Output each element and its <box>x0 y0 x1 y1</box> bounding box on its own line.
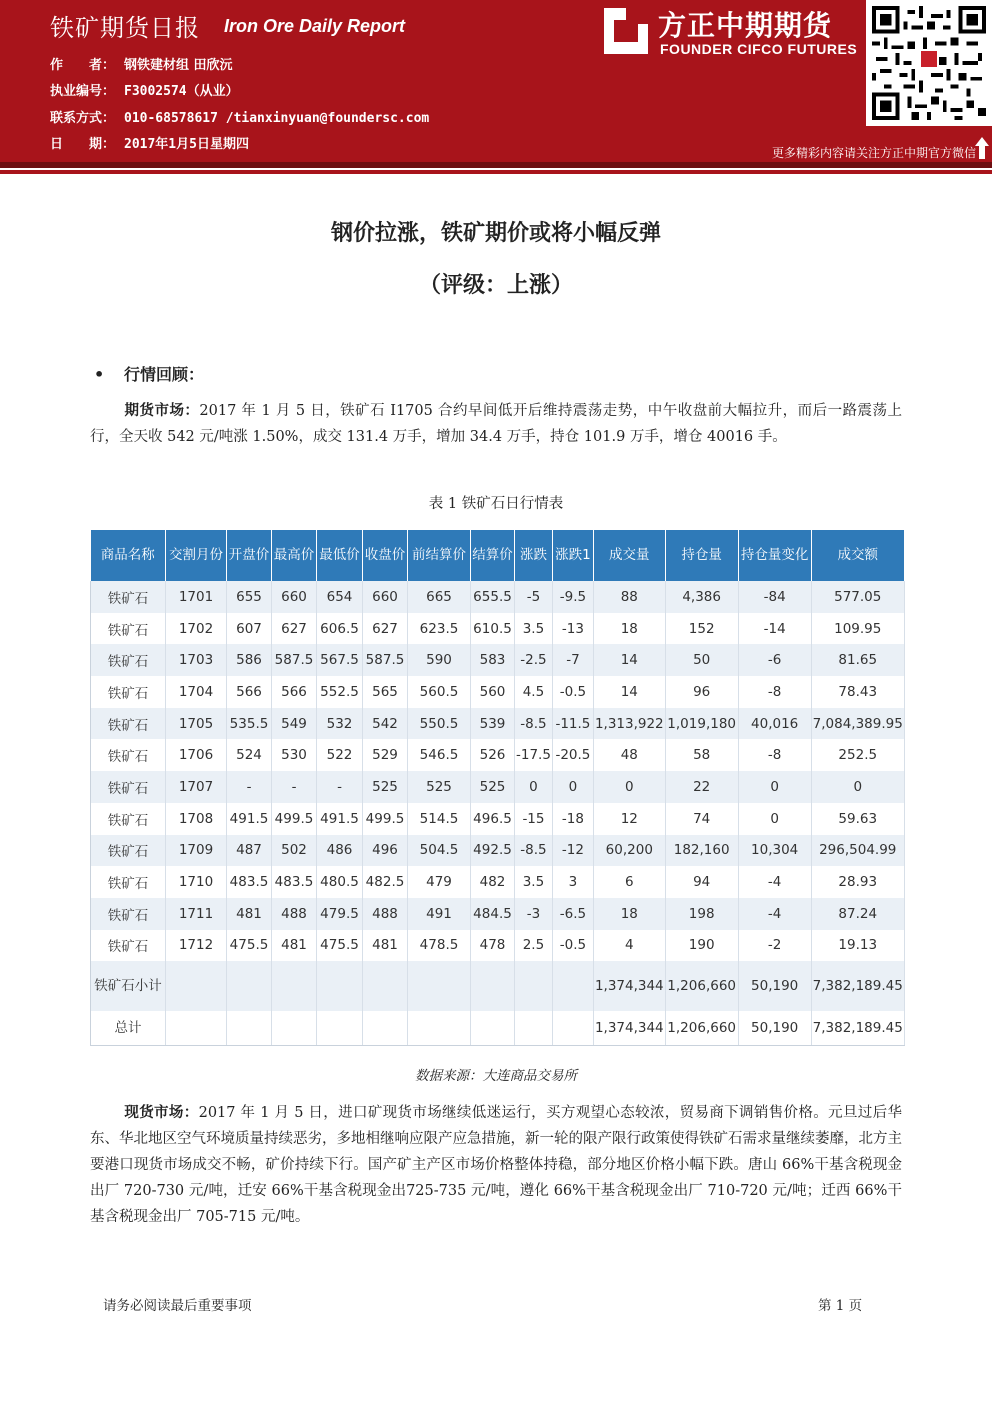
table-cell: -0.5 <box>552 676 593 708</box>
table-cell: 486 <box>317 835 363 867</box>
table-cell: 59.63 <box>811 803 904 835</box>
table-cell: 总计 <box>91 1011 166 1045</box>
table-cell <box>515 961 553 1011</box>
table-cell: 3 <box>552 866 593 898</box>
table-cell: -6.5 <box>552 898 593 930</box>
brand-name-cn: 方正中期期货 <box>658 9 833 42</box>
table-cell: 0 <box>738 803 811 835</box>
table-cell: 109.95 <box>811 613 904 645</box>
table-cell: 1711 <box>166 898 227 930</box>
iron-ore-quote-table <box>90 530 905 1046</box>
table-cell: 96 <box>665 676 738 708</box>
table-cell: 480.5 <box>317 866 363 898</box>
table-cell: 565 <box>363 676 408 708</box>
table-cell: 514.5 <box>408 803 471 835</box>
futures-lead: 期货市场： <box>124 403 200 419</box>
table-cell: -5 <box>515 581 553 613</box>
report-header <box>0 0 992 162</box>
table-row <box>91 835 905 867</box>
table-cell: 525 <box>363 771 408 803</box>
table-cell: 526 <box>471 739 515 771</box>
table-cell: 655.5 <box>471 581 515 613</box>
table-cell: - <box>272 771 317 803</box>
col-header: 结算价 <box>471 530 515 581</box>
report-title-en: Iron Ore Daily Report <box>224 16 406 36</box>
table-row <box>91 676 905 708</box>
table-cell: - <box>227 771 272 803</box>
table-row <box>91 581 905 613</box>
table-cell: 58 <box>665 739 738 771</box>
table-cell: 18 <box>593 613 665 645</box>
table-cell: 铁矿石 <box>91 613 166 645</box>
table-cell <box>552 961 593 1011</box>
author-label: 作 者： <box>50 58 116 73</box>
table-cell <box>227 1011 272 1045</box>
headline: 钢价拉涨，铁矿期价或将小幅反弹 <box>330 221 661 246</box>
table-cell: 87.24 <box>811 898 904 930</box>
table-cell: 488 <box>363 898 408 930</box>
table-caption: 表 1 铁矿石日行情表 <box>428 496 564 512</box>
table-cell: 610.5 <box>471 613 515 645</box>
table-cell: 567.5 <box>317 644 363 676</box>
table-cell <box>363 961 408 1011</box>
qr-code-icon <box>866 0 992 126</box>
table-cell <box>317 1011 363 1045</box>
table-cell: 78.43 <box>811 676 904 708</box>
table-cell: 50,190 <box>738 961 811 1011</box>
table-cell: 606.5 <box>317 613 363 645</box>
total-row <box>91 1011 905 1045</box>
table-cell: 铁矿石 <box>91 898 166 930</box>
table-cell: -8 <box>738 676 811 708</box>
table-cell <box>515 1011 553 1045</box>
author-value: 钢铁建材组 田欣沅 <box>124 58 233 73</box>
date-value: 2017年1月5日星期四 <box>124 137 249 152</box>
page-number: 第 1 页 <box>818 1298 863 1314</box>
col-header: 成交额 <box>811 530 904 581</box>
table-cell <box>227 961 272 1011</box>
table-cell <box>408 961 471 1011</box>
table-cell: -8 <box>738 739 811 771</box>
table-cell: 550.5 <box>408 708 471 740</box>
table-cell: 475.5 <box>317 930 363 962</box>
table-cell: 590 <box>408 644 471 676</box>
table-cell: 1,374,344 <box>593 1011 665 1045</box>
table-cell: 4 <box>593 930 665 962</box>
rating: （评级：上涨） <box>418 273 573 298</box>
table-cell: 482.5 <box>363 866 408 898</box>
table-cell: 499.5 <box>272 803 317 835</box>
table-cell: 577.05 <box>811 581 904 613</box>
table-cell: 478 <box>471 930 515 962</box>
col-header: 涨跌1 <box>552 530 593 581</box>
table-cell: 525 <box>471 771 515 803</box>
table-row <box>91 613 905 645</box>
table-cell: 22 <box>665 771 738 803</box>
table-cell: 1,019,180 <box>665 708 738 740</box>
table-cell: 6 <box>593 866 665 898</box>
table-cell: 74 <box>665 803 738 835</box>
table-cell <box>166 1011 227 1045</box>
table-cell: 479.5 <box>317 898 363 930</box>
table-row <box>91 644 905 676</box>
contact-value: 010-68578617 /tianxinyuan@foundersc.com <box>124 111 430 126</box>
table-cell <box>408 1011 471 1045</box>
follow-wechat-text: 更多精彩内容请关注方正中期官方微信 <box>771 146 976 160</box>
table-cell: 1,206,660 <box>665 961 738 1011</box>
table-cell: -4 <box>738 898 811 930</box>
table-cell: 483.5 <box>272 866 317 898</box>
table-cell: 627 <box>363 613 408 645</box>
table-cell: 607 <box>227 613 272 645</box>
table-cell: 504.5 <box>408 835 471 867</box>
table-cell: 660 <box>363 581 408 613</box>
table-row <box>91 930 905 962</box>
table-cell: 81.65 <box>811 644 904 676</box>
table-cell: -14 <box>738 613 811 645</box>
table-cell: 481 <box>363 930 408 962</box>
table-row <box>91 771 905 803</box>
table-cell: 198 <box>665 898 738 930</box>
table-cell: 1703 <box>166 644 227 676</box>
table-cell: 560.5 <box>408 676 471 708</box>
table-cell: 铁矿石小计 <box>91 961 166 1011</box>
table-cell: 铁矿石 <box>91 739 166 771</box>
table-row <box>91 739 905 771</box>
table-cell <box>363 1011 408 1045</box>
table-cell: 7,084,389.95 <box>811 708 904 740</box>
footer-notice: 请务必阅读最后重要事项 <box>103 1298 252 1314</box>
table-cell: 1702 <box>166 613 227 645</box>
col-header: 开盘价 <box>227 530 272 581</box>
table-cell: 525 <box>408 771 471 803</box>
founder-logo-icon <box>604 8 648 54</box>
table-cell: 491.5 <box>227 803 272 835</box>
table-cell <box>317 961 363 1011</box>
table-cell: 587.5 <box>363 644 408 676</box>
table-cell: 1709 <box>166 835 227 867</box>
table-cell: - <box>317 771 363 803</box>
license-value: F3002574（从业） <box>124 84 239 99</box>
table-cell: 94 <box>665 866 738 898</box>
table-cell: 0 <box>593 771 665 803</box>
table-cell: 484.5 <box>471 898 515 930</box>
table-cell: 1707 <box>166 771 227 803</box>
table-cell: 0 <box>515 771 553 803</box>
table-cell: 488 <box>272 898 317 930</box>
table-cell: -12 <box>552 835 593 867</box>
table-cell: -8.5 <box>515 835 553 867</box>
table-cell: 10,304 <box>738 835 811 867</box>
section-title: 行情回顾： <box>124 365 205 384</box>
table-cell: -2 <box>738 930 811 962</box>
table-row <box>91 803 905 835</box>
table-cell: 483.5 <box>227 866 272 898</box>
table-cell: 560 <box>471 676 515 708</box>
table-cell: 48 <box>593 739 665 771</box>
table-cell: -17.5 <box>515 739 553 771</box>
table-cell: -11.5 <box>552 708 593 740</box>
table-cell: -15 <box>515 803 553 835</box>
table-cell: 28.93 <box>811 866 904 898</box>
table-cell: 475.5 <box>227 930 272 962</box>
col-header: 最高价 <box>272 530 317 581</box>
data-source: 数据来源：大连商品交易所 <box>415 1068 577 1084</box>
license-line <box>50 80 239 99</box>
table-cell: 1,313,922 <box>593 708 665 740</box>
table-row <box>91 708 905 740</box>
table-cell: 492.5 <box>471 835 515 867</box>
table-cell: 14 <box>593 644 665 676</box>
table-cell: 529 <box>363 739 408 771</box>
futures-paragraph <box>90 398 902 450</box>
contact-line <box>50 107 429 126</box>
table-cell: 252.5 <box>811 739 904 771</box>
table-cell: -6 <box>738 644 811 676</box>
col-header: 交割月份 <box>166 530 227 581</box>
table-cell: -8.5 <box>515 708 553 740</box>
table-cell: 152 <box>665 613 738 645</box>
table-cell <box>166 961 227 1011</box>
col-header: 最低价 <box>317 530 363 581</box>
table-cell: 487 <box>227 835 272 867</box>
table-cell <box>272 1011 317 1045</box>
table-cell: -2.5 <box>515 644 553 676</box>
table-cell: 660 <box>272 581 317 613</box>
table-cell: 1701 <box>166 581 227 613</box>
table-cell: 499.5 <box>363 803 408 835</box>
table-cell: 654 <box>317 581 363 613</box>
col-header: 持仓量 <box>665 530 738 581</box>
table-cell: 1710 <box>166 866 227 898</box>
table-cell: 552.5 <box>317 676 363 708</box>
table-cell: -9.5 <box>552 581 593 613</box>
table-cell: 4,386 <box>665 581 738 613</box>
table-cell: 铁矿石 <box>91 676 166 708</box>
table-cell: 铁矿石 <box>91 771 166 803</box>
col-header: 持仓量变化 <box>738 530 811 581</box>
table-cell: 18 <box>593 898 665 930</box>
table-header-row <box>91 530 905 581</box>
table-cell: 40,016 <box>738 708 811 740</box>
table-cell: 4.5 <box>515 676 553 708</box>
table-cell: 478.5 <box>408 930 471 962</box>
arrow-up-icon <box>974 136 990 160</box>
table-cell: 496.5 <box>471 803 515 835</box>
table-cell: -3 <box>515 898 553 930</box>
table-cell <box>552 1011 593 1045</box>
table-cell: 19.13 <box>811 930 904 962</box>
table-cell: 481 <box>272 930 317 962</box>
table-cell: -20.5 <box>552 739 593 771</box>
table-cell: 铁矿石 <box>91 581 166 613</box>
table-cell: 1,374,344 <box>593 961 665 1011</box>
col-header: 涨跌 <box>515 530 553 581</box>
table-cell: 88 <box>593 581 665 613</box>
table-cell: 50 <box>665 644 738 676</box>
table-cell: 296,504.99 <box>811 835 904 867</box>
table-cell: 532 <box>317 708 363 740</box>
table-cell: 524 <box>227 739 272 771</box>
table-cell: 535.5 <box>227 708 272 740</box>
table-cell: 627 <box>272 613 317 645</box>
report-title: 铁矿期货日报 <box>50 14 200 42</box>
table-cell: -0.5 <box>552 930 593 962</box>
table-cell: 0 <box>811 771 904 803</box>
table-cell: 7,382,189.45 <box>811 1011 904 1045</box>
table-cell: 583 <box>471 644 515 676</box>
table-cell: 586 <box>227 644 272 676</box>
table-cell: 铁矿石 <box>91 708 166 740</box>
table-cell: 铁矿石 <box>91 866 166 898</box>
table-cell: 190 <box>665 930 738 962</box>
table-cell: 491.5 <box>317 803 363 835</box>
futures-text: 2017 年 1 月 5 日，铁矿石 I1705 合约早间低开后维持震荡走势，中午收盘前大幅拉升，而后一路震荡上行，全天收 542 元/吨涨 1.50%，成交 131.4 万手，增加 34.4 万手，持仓 101.9 万手，增仓 40016 手。 <box>90 403 903 445</box>
table-cell: 481 <box>227 898 272 930</box>
table-cell: 623.5 <box>408 613 471 645</box>
table-cell: 1706 <box>166 739 227 771</box>
author-line <box>50 54 233 73</box>
table-cell: 566 <box>227 676 272 708</box>
table-cell: 1712 <box>166 930 227 962</box>
section-heading <box>94 362 204 385</box>
col-header: 商品名称 <box>91 530 166 581</box>
license-label: 执业编号： <box>50 84 116 99</box>
table-cell: 50,190 <box>738 1011 811 1045</box>
table-cell: 522 <box>317 739 363 771</box>
header-divider-accent <box>0 170 992 174</box>
table-cell: 铁矿石 <box>91 930 166 962</box>
table-cell: 0 <box>738 771 811 803</box>
table-cell: 549 <box>272 708 317 740</box>
date-line <box>50 133 249 152</box>
table-cell: 1705 <box>166 708 227 740</box>
subtotal-row <box>91 961 905 1011</box>
table-cell: 566 <box>272 676 317 708</box>
section-bullet: • <box>94 365 105 384</box>
table-row <box>91 898 905 930</box>
table-cell: -84 <box>738 581 811 613</box>
table-cell <box>471 961 515 1011</box>
table-cell <box>272 961 317 1011</box>
contact-label: 联系方式： <box>50 111 116 126</box>
col-header: 收盘价 <box>363 530 408 581</box>
table-cell: 14 <box>593 676 665 708</box>
table-cell: 530 <box>272 739 317 771</box>
table-cell: 2.5 <box>515 930 553 962</box>
table-cell: 479 <box>408 866 471 898</box>
table-cell: 491 <box>408 898 471 930</box>
table-cell: 1708 <box>166 803 227 835</box>
header-divider <box>0 162 992 168</box>
table-cell: 3.5 <box>515 613 553 645</box>
spot-text: 2017 年 1 月 5 日，进口矿现货市场继续低迷运行，买方观望心态较浓，贸易商下调销售价格。元旦过后华东、华北地区空气环境质量持续恶劣，多地相继响应限产应急措施，新一轮的限产限行政策使得铁矿石需求量继续萎靡，北方主要港口现货市场成交不畅，矿价持续下行。国产矿主产区市场价格整体持稳，部分地区价格小幅下跌。唐山 66%干基含税现金出厂 720-730 元/吨，迁安 66%干基含税现金出725-735 元/吨，遵化 66%干基含税现金出厂 710-720 元/吨；迁西 66%干基含税现金出厂 705-715 元/吨。 <box>90 1105 902 1225</box>
table-cell: 60,200 <box>593 835 665 867</box>
date-label: 日 期： <box>50 137 116 152</box>
table-cell: 482 <box>471 866 515 898</box>
table-cell: 铁矿石 <box>91 803 166 835</box>
table-cell: 539 <box>471 708 515 740</box>
table-cell: -4 <box>738 866 811 898</box>
table-cell: 铁矿石 <box>91 644 166 676</box>
table-cell: 1704 <box>166 676 227 708</box>
table-cell: 546.5 <box>408 739 471 771</box>
table-cell: 7,382,189.45 <box>811 961 904 1011</box>
spot-lead: 现货市场： <box>124 1105 199 1121</box>
table-cell: 665 <box>408 581 471 613</box>
table-cell: 12 <box>593 803 665 835</box>
table-cell: -13 <box>552 613 593 645</box>
table-cell: 1,206,660 <box>665 1011 738 1045</box>
table-cell: 502 <box>272 835 317 867</box>
table-cell: 3.5 <box>515 866 553 898</box>
table-cell <box>471 1011 515 1045</box>
col-header: 成交量 <box>593 530 665 581</box>
table-cell: -7 <box>552 644 593 676</box>
table-cell: 542 <box>363 708 408 740</box>
col-header: 前结算价 <box>408 530 471 581</box>
table-cell: 铁矿石 <box>91 835 166 867</box>
table-cell: 587.5 <box>272 644 317 676</box>
table-cell: 182,160 <box>665 835 738 867</box>
table-cell: 496 <box>363 835 408 867</box>
brand-name-en: FOUNDER CIFCO FUTURES <box>660 41 858 57</box>
table-row <box>91 866 905 898</box>
table-cell: 0 <box>552 771 593 803</box>
table-cell: 655 <box>227 581 272 613</box>
table-cell: -18 <box>552 803 593 835</box>
spot-paragraph <box>90 1100 902 1230</box>
